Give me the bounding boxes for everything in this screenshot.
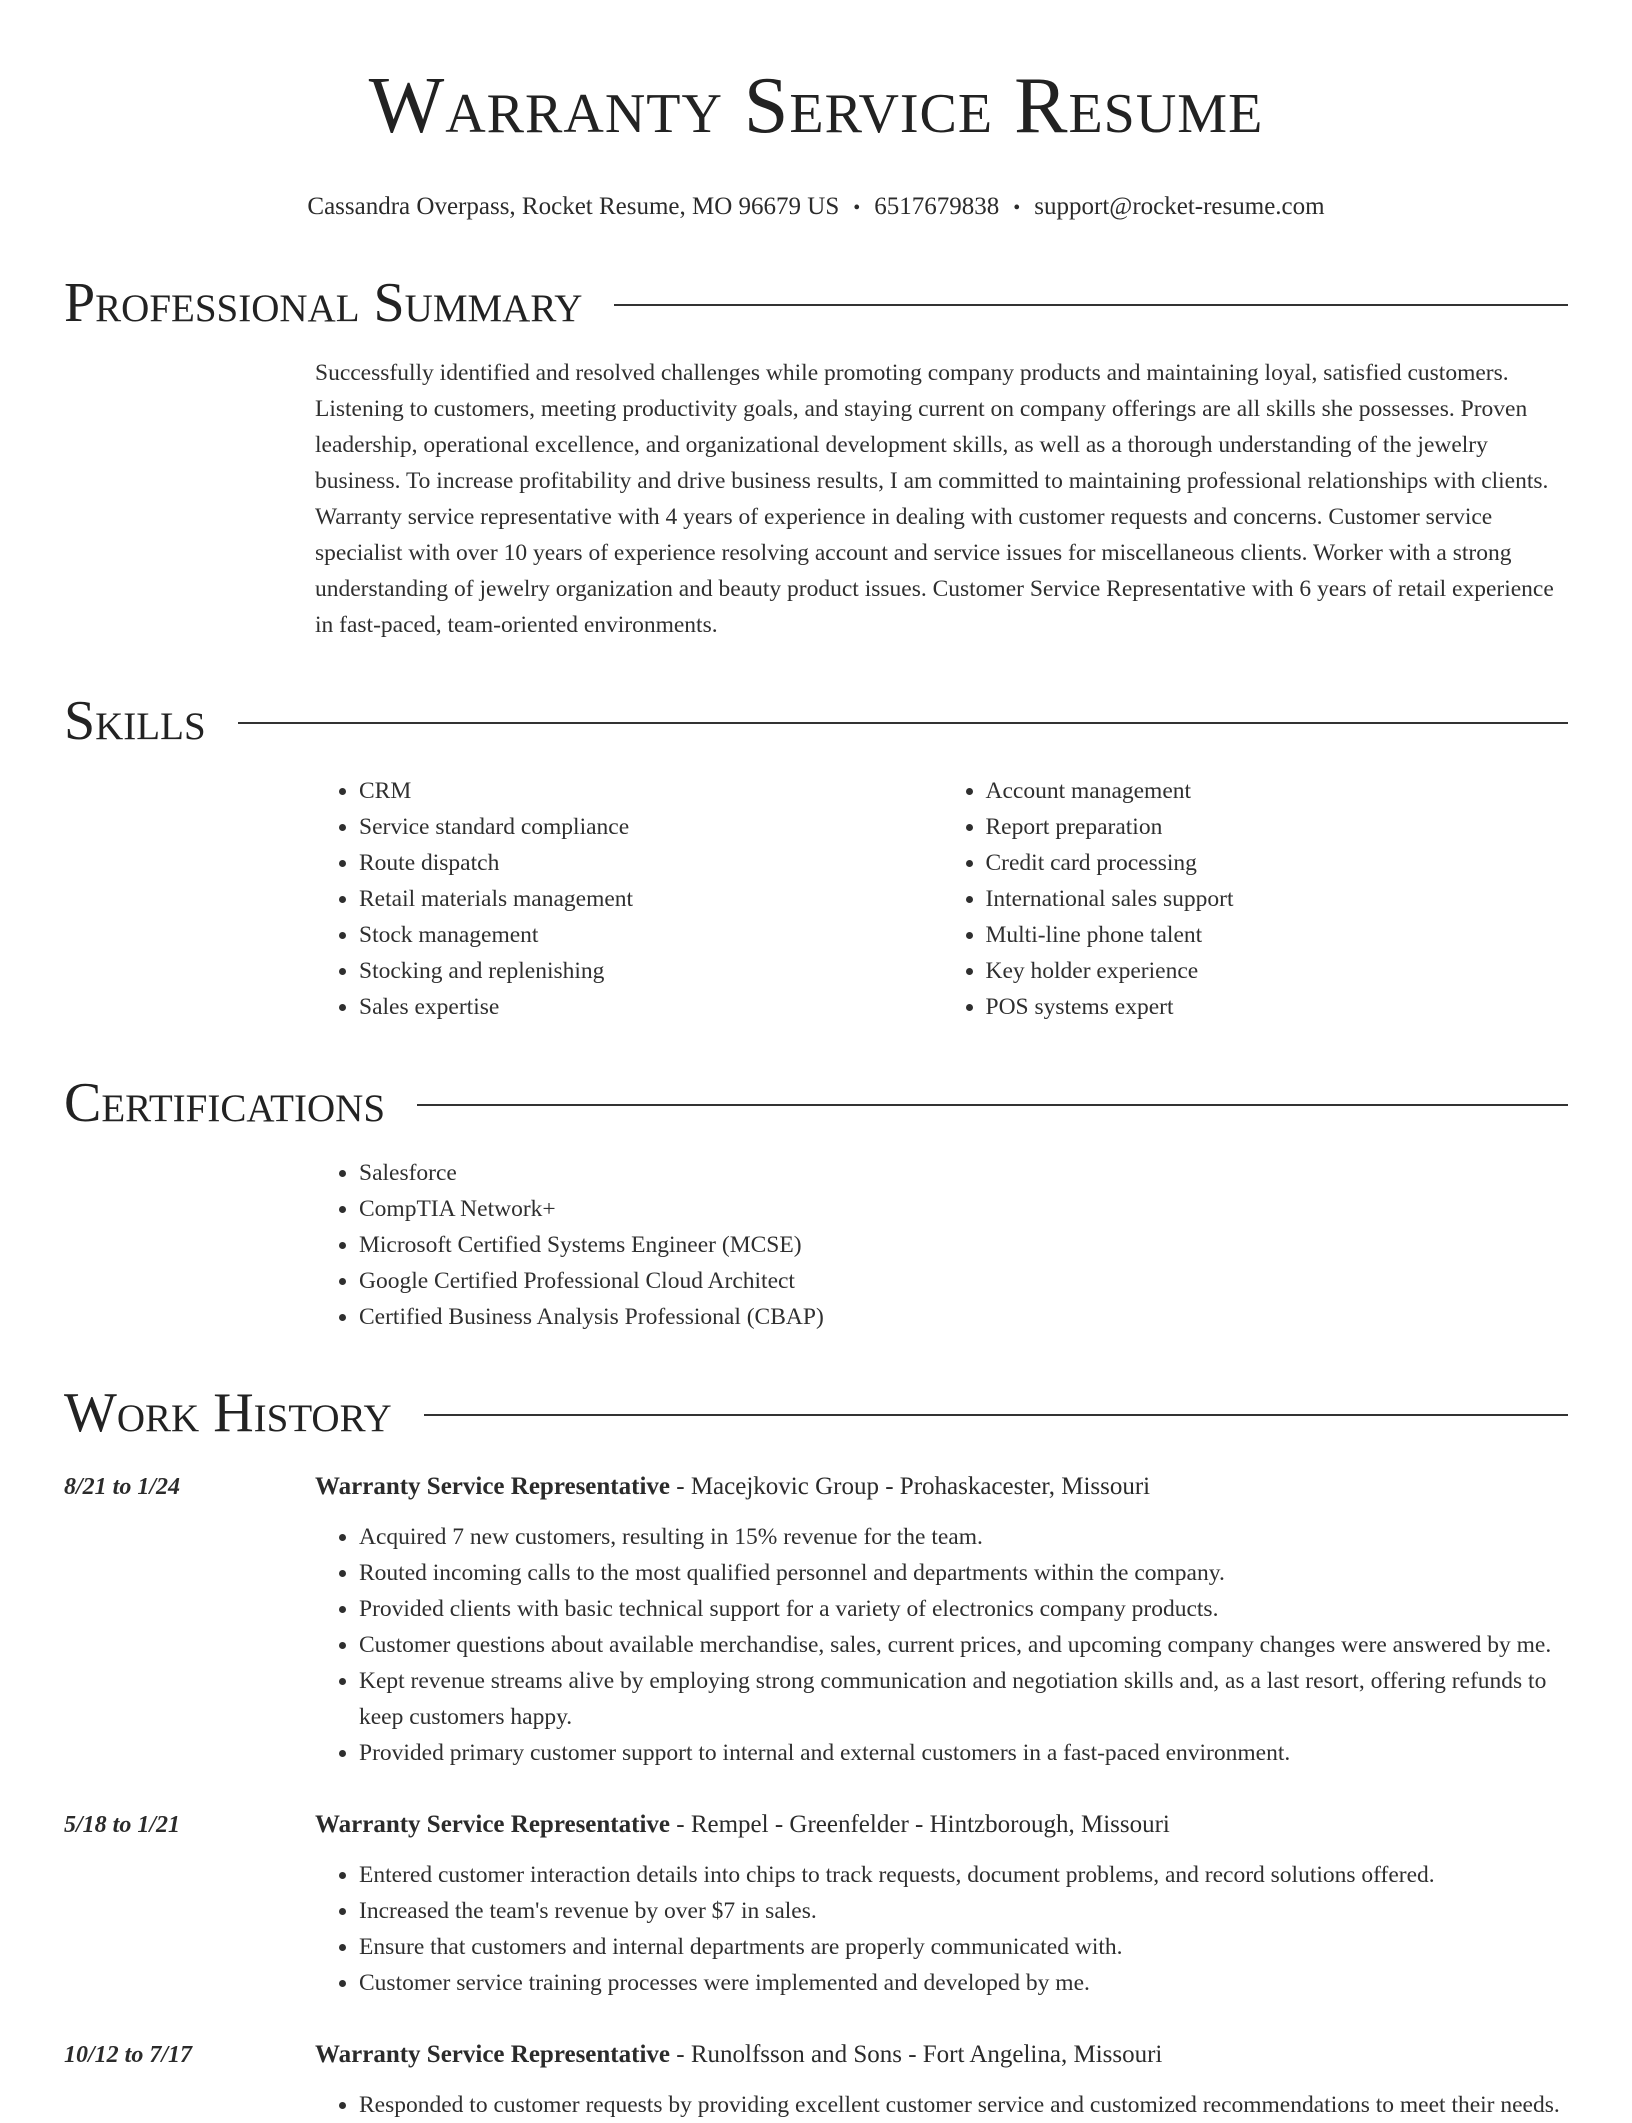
certification-item: • CompTIA Network+ [359,1191,1568,1227]
job-bullet: • Kept revenue streams alive by employing strong communication and negotiation skills and, as a last resort, offering refunds to keep customers happy. [359,1663,1568,1735]
skills-list-right [942,773,1569,1025]
job-title-line [315,2037,1568,2073]
contact-separator: • [1013,197,1021,219]
summary-heading: Professional Summary [64,272,583,334]
skill-item: • Stocking and replenishing [359,953,942,989]
certifications-list-wrap [315,1155,1568,1335]
skill-item: • CRM [359,773,942,809]
skill-item: • Report preparation [986,809,1569,845]
job-content [315,2037,1568,2123]
resume-page [64,0,1568,2123]
skill-item: • Retail materials management [359,881,942,917]
certification-item: • Microsoft Certified Systems Engineer (MCSE) [359,1227,1568,1263]
certifications-section-header [64,1071,1568,1135]
skill-item: • POS systems expert [986,989,1569,1025]
job-company: - Runolfsson and Sons - Fort Angelina, Missouri [670,2041,1163,2068]
skill-item: • Service standard compliance [359,809,942,845]
skills-section-header [64,689,1568,753]
skills-grid [315,773,1568,1025]
job-bullets [315,2087,1568,2123]
section-divider [238,722,1568,724]
job-title: Warranty Service Representative [315,1811,670,1838]
section-divider [424,1414,1568,1416]
job-company: - Rempel - Greenfelder - Hintzborough, Missouri [670,1811,1170,1838]
contact-separator: • [853,197,861,219]
job-bullets [315,1519,1568,1771]
skills-list-left [315,773,942,1025]
job-content [315,1469,1568,1771]
job-bullet: • Provided primary customer support to internal and external customers in a fast-paced environment. [359,1735,1568,1771]
contact-phone: 6517679838 [874,193,1000,220]
certification-item: • Certified Business Analysis Professional (CBAP) [359,1299,1568,1335]
job-dates: 10/12 to 7/17 [64,2042,193,2068]
job-dates: 8/21 to 1/24 [64,1474,181,1500]
job-title: Warranty Service Representative [315,2041,670,2068]
contact-line [64,190,1568,225]
certification-item: • Salesforce [359,1155,1568,1191]
certifications-list [315,1155,1568,1335]
job-bullet: • Responded to customer requests by providing excellent customer service and customized recommendations to meet their needs. [359,2087,1568,2123]
skill-item: • Sales expertise [359,989,942,1025]
job-entry [64,2037,1568,2123]
skill-item: • Account management [986,773,1569,809]
summary-text: Successfully identified and resolved challenges while promoting company products and maintaining loyal, satisfied customers. Listening to customers, meeting productivity goals, and staying current on company offerings are all skills she possesses. Proven leadership, operational excellence, and organizational development skills, as well as a thorough understanding of the jewelry business. To increase profitability and drive business results, I am committed to maintaining professional relationships with clients. Warranty service representative with 4 years of experience in dealing with customer requests and concerns. Customer service specialist with over 10 years of experience resolving account and service issues for miscellaneous clients. Worker with a strong understanding of jewelry organization and beauty product issues. Customer Service Representative with 6 years of retail experience in fast-paced, team-oriented environments. [315,360,1554,638]
skill-item: • Multi-line phone talent [986,917,1569,953]
summary-section-header [64,271,1568,335]
job-entry [64,1807,1568,2001]
job-bullets [315,1857,1568,2001]
skill-item: • International sales support [986,881,1569,917]
certification-item: • Google Certified Professional Cloud Architect [359,1263,1568,1299]
job-bullet: • Ensure that customers and internal departments are properly communicated with. [359,1929,1568,1965]
contact-address: Cassandra Overpass, Rocket Resume, MO 96679 US [307,193,840,220]
skill-item: • Stock management [359,917,942,953]
skills-heading: Skills [64,690,206,752]
job-bullet: • Acquired 7 new customers, resulting in 15% revenue for the team. [359,1519,1568,1555]
certifications-heading: Certifications [64,1072,386,1134]
job-bullet: • Provided clients with basic technical support for a variety of electronics company products. [359,1591,1568,1627]
job-bullet: • Customer service training processes were implemented and developed by me. [359,1965,1568,2001]
job-title: Warranty Service Representative [315,1473,670,1500]
job-bullet: • Entered customer interaction details into chips to track requests, document problems, and record solutions offered. [359,1857,1568,1893]
section-divider [614,304,1568,306]
resume-title: Warranty Service Resume [368,62,1264,150]
job-title-line [315,1469,1568,1505]
skill-item: • Route dispatch [359,845,942,881]
section-divider [417,1104,1568,1106]
work-history-heading: Work History [64,1382,392,1444]
work-history-section-header [64,1381,1568,1445]
contact-email: support@rocket-resume.com [1034,193,1325,220]
job-dates: 5/18 to 1/21 [64,1812,181,1838]
job-entry [64,1469,1568,1771]
job-content [315,1807,1568,2001]
skill-item: • Key holder experience [986,953,1569,989]
job-company: - Macejkovic Group - Prohaskacester, Missouri [670,1473,1151,1500]
job-title-line [315,1807,1568,1843]
job-bullet: • Increased the team's revenue by over $7 in sales. [359,1893,1568,1929]
job-bullet: • Customer questions about available merchandise, sales, current prices, and upcoming company changes were answered by me. [359,1627,1568,1663]
job-bullet: • Routed incoming calls to the most qualified personnel and departments within the company. [359,1555,1568,1591]
skill-item: • Credit card processing [986,845,1569,881]
